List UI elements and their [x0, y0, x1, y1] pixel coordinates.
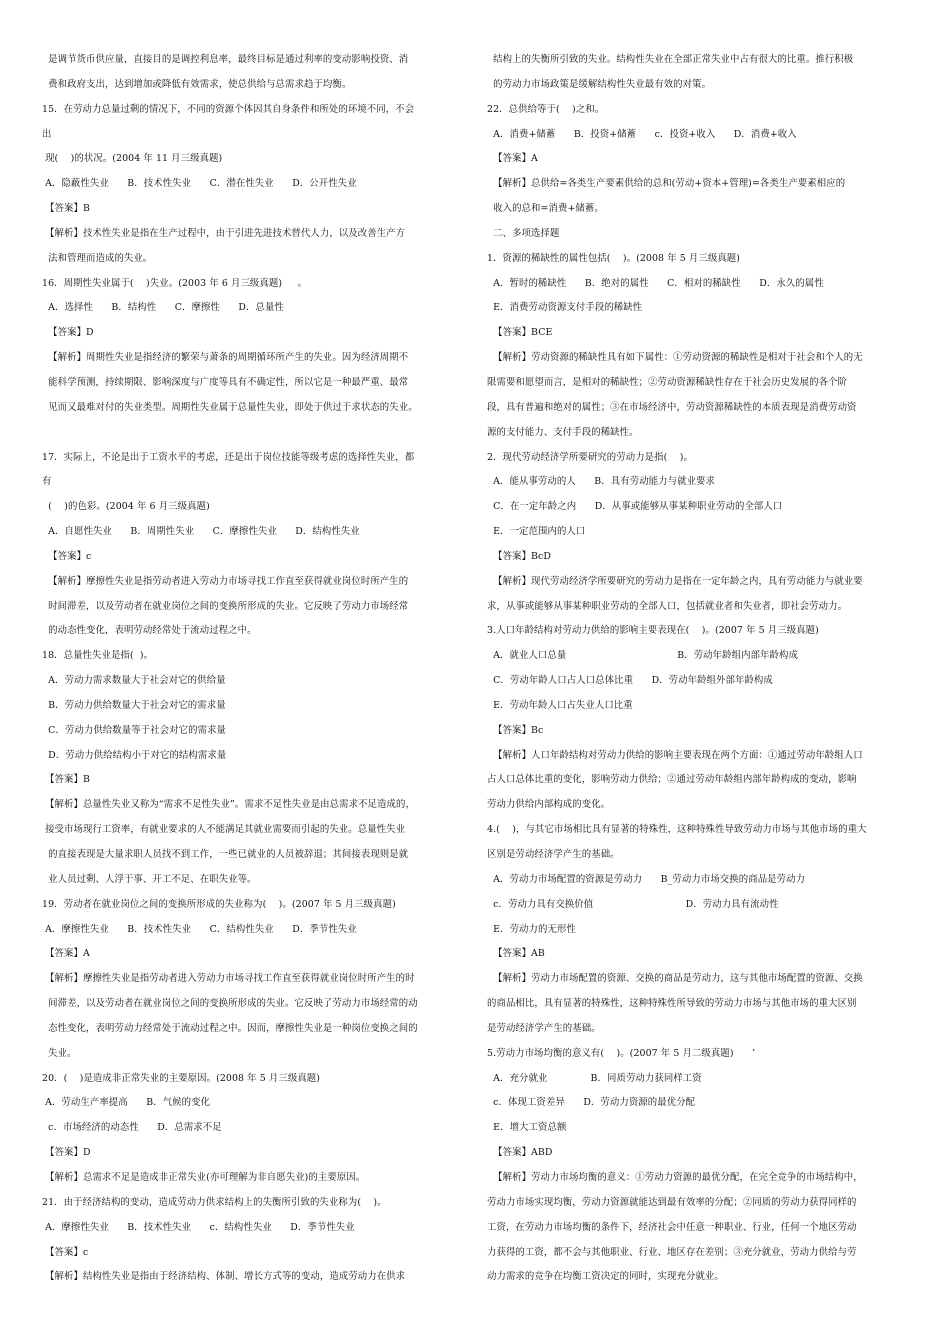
- right-text-line: A．劳动力市场配置的资源是劳动力 B_劳动力市场交换的商品是劳动力: [487, 873, 806, 885]
- left-text-line: 【答案】A: [42, 948, 90, 960]
- left-text-line: 的动态性变化，表明劳动经常处于流动过程之中。: [42, 625, 257, 637]
- left-text-line: 时间滞差，以及劳动者在就业岗位之间的变换所形成的失业。它反映了劳动力市场经常: [42, 600, 409, 612]
- right-text-line: 【解析】人口年龄结构对劳动力供给的影响主要表现在两个方面：①通过劳动年龄组人口: [487, 749, 863, 761]
- left-text-line: 【答案】c: [42, 550, 92, 562]
- left-text-line: 能科学预测，持续期限、影响深度与广度等具有不确定性，所以它是一种最严重、最常: [42, 376, 409, 388]
- right-text-line: 区别是劳动经济学产生的基础。: [487, 849, 620, 860]
- right-text-line: 4.( )，与其它市场相比具有显著的特殊性，这种特殊性导致劳动力市场与其他市场的重大: [487, 824, 867, 836]
- left-text-line: c．市场经济的动态性 D．总需求不足: [42, 1122, 222, 1134]
- left-text-line: 接受市场现行工资率，有就业要求的人不能满足其就业需要而引起的失业。总量性失业: [42, 824, 406, 836]
- left-text-line: C．劳动力供给数量等于社会对它的需求量: [42, 724, 226, 736]
- right-text-line: E．劳动力的无形性: [487, 923, 576, 935]
- right-text-line: 22．总供给等于( )之和。: [487, 103, 605, 115]
- left-text-line: B．劳动力供给数量大于社会对它的需求量: [42, 699, 226, 711]
- right-text-line: 工资，在劳动力市场均衡的条件下，经济社会中任意一种职业、行业，任何一个地区劳动: [487, 1221, 857, 1233]
- right-text-line: 劳动力供给内部构成的变化。: [487, 799, 611, 811]
- left-text-line: 【答案】c: [42, 1246, 89, 1258]
- left-text-line: 出: [42, 128, 52, 140]
- right-text-line: 【答案】BCE: [487, 327, 553, 339]
- left-text-line: 有: [42, 476, 52, 488]
- left-text-line: 【答案】D: [42, 1147, 91, 1159]
- right-text-line: 求，从事或能够从事某种职业劳动的全部人口，包括就业者和失业者，即社会劳动力。: [487, 600, 848, 612]
- left-text-line: 间滞差，以及劳动者在就业岗位之间的变换所形成的失业。它反映了劳动力市场经常的动: [42, 998, 418, 1010]
- left-text-line: A．摩擦性失业 B．技术性失业 C．结构性失业 D．季节性失业: [42, 923, 357, 935]
- right-text-line: 结构上的失衡所引致的失业。结构性失业在全部正常失业中占有很大的比重。推行积极: [487, 54, 854, 65]
- right-text-line: C．劳动年龄人口占人口总体比重 D．劳动年龄组外部年龄构成: [487, 675, 773, 687]
- left-text-line: 21．由于经济结构的变动，造成劳动力供求结构上的失衡所引致的失业称为( )。: [42, 1196, 387, 1208]
- right-text-line: E．一定范围内的人口: [487, 526, 586, 538]
- left-text-line: 业人员过剩、人浮于事、开工不足、在职失业等。: [42, 873, 257, 885]
- left-text-line: 见而又最难对付的失业类型。周期性失业属于总量性失业，即处于供过于求状态的失业。: [42, 401, 418, 413]
- left-text-line: 【解析】结构性失业是指由于经济结构、体制、增长方式等的变动，造成劳动力在供求: [42, 1271, 406, 1283]
- left-text-line: 【解析】总量性失业又称为“需求不足性失业”。需求不足性失业是由总需求不足造成的，: [42, 799, 415, 811]
- left-column: [42, 48, 467, 1290]
- left-text-line: 【解析】周期性失业是指经济的繁荣与萧条的周期循环所产生的失业。因为经济周期不: [42, 352, 409, 364]
- right-text-line: 【答案】BcD: [487, 550, 552, 562]
- right-text-line: 【解析】劳动力市场均衡的意义：①劳动力资源的最优分配，在完全竞争的市场结构中，: [487, 1171, 863, 1183]
- right-text-line: 【答案】Bc: [487, 724, 544, 736]
- right-text-line: 【答案】AB: [487, 948, 545, 960]
- right-text-line: C．在一定年龄之内 D．从事或能够从事某种职业劳动的全部人口: [487, 501, 783, 513]
- left-text-line: 费和政府支出，达到增加或降低有效需求，使总供给与总需求趋于均衡。: [42, 78, 352, 90]
- left-text-line: A．自愿性失业 B．周期性失业 C．摩擦性失业 D．结构性失业: [42, 526, 360, 538]
- left-text-line: 【解析】总需求不足是造成非正常失业(亦可理解为非自愿失业)的主要原因。: [42, 1171, 366, 1183]
- left-text-line: 是调节货币供应量，直接目的是调控利息率，最终目标是通过利率的变动影响投资、消: [42, 54, 409, 65]
- right-text-line: A．能从事劳动的人 B．具有劳动能力与就业要求: [487, 476, 716, 488]
- right-text-line: E．增大工资总额: [487, 1122, 567, 1134]
- right-text-line: 是劳动经济学产生的基础。: [487, 1022, 601, 1034]
- right-text-line: 【答案】ABD: [487, 1147, 553, 1159]
- left-text-line: 20．( )是造成非正常失业的主要原因。(2008 年 5 月三级真题): [42, 1072, 321, 1084]
- right-text-line: 限需要和愿望而言，是相对的稀缺性；②劳动资源稀缺性存在于社会历史发展的各个阶: [487, 376, 848, 388]
- right-text-line: 1．资源的稀缺性的属性包括( )。(2008 年 5 月三级真题): [487, 252, 741, 264]
- right-text-line: 【解析】劳动资源的稀缺性具有如下属性：①劳动资源的稀缺性是相对于社会和个人的无: [487, 352, 863, 364]
- left-text-line: 18．总量性失业是指( )。: [42, 650, 154, 662]
- left-text-line: 态性变化，表明劳动力经常处于流动过程之中。因而，摩擦性失业是一种岗位变换之间的: [42, 1022, 418, 1034]
- left-text-line: 【答案】B: [42, 774, 90, 786]
- left-text-line: 15．在劳动力总量过剩的情况下，不同的资源个体因其自身条件和所处的环境不同，不会: [42, 103, 415, 115]
- right-text-line: 力获得的工资，都不会与其他职业、行业、地区存在差别；③充分就业，劳动力供给与劳: [487, 1246, 857, 1258]
- left-text-line: A．摩擦性失业 B．技术性失业 c．结构性失业 D．季节性失业: [42, 1221, 355, 1233]
- left-text-line: 失业。: [42, 1047, 77, 1059]
- left-text-line: 现( )的状况。(2004 年 11 月三级真题): [42, 153, 223, 165]
- right-text-line: c．体现工资差异 D．劳动力资源的最优分配: [487, 1097, 696, 1109]
- right-text-line: 【答案】A: [487, 153, 538, 165]
- left-text-line: 的直接表现是大量求职人员找不到工作，一些已就业的人员被辞退；其间接表现则是就: [42, 849, 409, 860]
- left-text-line: 【答案】B: [42, 203, 90, 215]
- left-text-line: ( )的色彩。(2004 年 6 月三级真题): [42, 501, 210, 513]
- right-text-line: 【解析】现代劳动经济学所要研究的劳动力是指在一定年龄之内，具有劳动能力与就业要: [487, 575, 863, 587]
- left-text-line: 【解析】技术性失业是指在生产过程中，由于引进先进技术替代人力，以及改善生产方: [42, 227, 406, 239]
- left-text-line: 【答案】D: [42, 327, 94, 339]
- left-text-line: A．劳动生产率提高 B．气候的变化: [42, 1097, 211, 1109]
- left-text-line: 法和管理而造成的失业。: [42, 252, 153, 264]
- blank-line: [42, 421, 467, 446]
- left-text-line: A．选择性 B．结构性 C．摩擦性 D．总量性: [42, 302, 284, 314]
- right-text-line: 5.劳动力市场均衡的意义有( )。(2007 年 5 月二级真题) ’: [487, 1047, 756, 1059]
- left-text-line: 16．周期性失业属于( )失业。(2003 年 6 月三级真题) 。: [42, 277, 307, 289]
- right-text-line: 收入的总和=消费+储蓄。: [487, 203, 604, 215]
- right-text-line: c．劳动力具有交换价值 D．劳动力具有流动性: [487, 898, 779, 910]
- right-text-line: A．充分就业 B．同质劳动力获同样工资: [487, 1072, 702, 1084]
- right-column: [487, 48, 912, 1290]
- left-text-line: 【解析】摩擦性失业是指劳动者进入劳动力市场寻找工作直至获得就业岗位时所产生的: [42, 575, 409, 587]
- right-text-line: 【解析】劳动力市场配置的资源、交换的商品是劳动力，这与其他市场配置的资源、交换: [487, 973, 863, 985]
- left-text-line: 19．劳动者在就业岗位之间的变换所形成的失业称为( )。(2007 年 5 月三级真题): [42, 898, 396, 910]
- right-text-line: E．劳动年龄人口占失业人口比重: [487, 699, 633, 711]
- right-text-line: 【解析】总供给=各类生产要素供给的总和(劳动+资本+管理)=各类生产要素相应的: [487, 178, 846, 190]
- left-text-line: A．劳动力需求数量大于社会对它的供给量: [42, 675, 226, 687]
- right-text-line: 2．现代劳动经济学所要研究的劳动力是指( )。: [487, 451, 693, 463]
- right-text-line: E．消费劳动资源支付手段的稀缺性: [487, 302, 643, 314]
- right-text-line: 劳动力市场实现均衡，劳动力资源就能达到最有效率的分配；②同质的劳动力获得同样的: [487, 1196, 857, 1208]
- right-text-line: 的劳动力市场政策是缓解结构性失业最有效的对策。: [487, 78, 712, 90]
- right-text-line: 源的支付能力、支付手段的稀缺性。: [487, 426, 639, 438]
- right-text-line: A．消费+储蓄 B．投资+储蓄 c．投资+收入 D．消费+收入: [487, 128, 797, 140]
- left-text-line: 【解析】摩擦性失业是指劳动者进入劳动力市场寻找工作直至获得就业岗位时所产生的时: [42, 973, 415, 985]
- right-text-line: 的商品相比，具有显著的特殊性，这种特殊性所导致的劳动力市场与其他市场的重大区别: [487, 998, 857, 1010]
- right-text-line: 段，具有普遍和绝对的属性；③在市场经济中，劳动资源稀缺性的本质表现是消费劳动资: [487, 401, 857, 413]
- right-text-line: 动力需求的竞争在均衡工资决定的同时，实现充分就业。: [487, 1271, 724, 1283]
- left-text-line: A．隐蔽性失业 B．技术性失业 C．潜在性失业 D．公开性失业: [42, 178, 357, 190]
- left-text-line: 17．实际上，不论是出于工资水平的考虑，还是出于岗位技能等级考虑的选择性失业，都: [42, 451, 415, 463]
- left-text-line: D．劳动力供给结构小于对它的结构需求量: [42, 749, 227, 761]
- right-text-line: 二、多项选择题: [487, 227, 560, 239]
- right-text-line: 3.人口年龄结构对劳动力供给的影响主要表现在( )。(2007 年 5 月三级真题): [487, 625, 819, 637]
- right-text-line: A．就业人口总量 B．劳动年龄组内部年龄构成: [487, 650, 798, 662]
- right-text-line: 占人口总体比重的变化，影响劳动力供给；②通过劳动年龄组内部年龄构成的变动，影响: [487, 774, 857, 786]
- right-text-line: A．暂时的稀缺性 B．绝对的属性 C．相对的稀缺性 D．永久的属性: [487, 277, 824, 289]
